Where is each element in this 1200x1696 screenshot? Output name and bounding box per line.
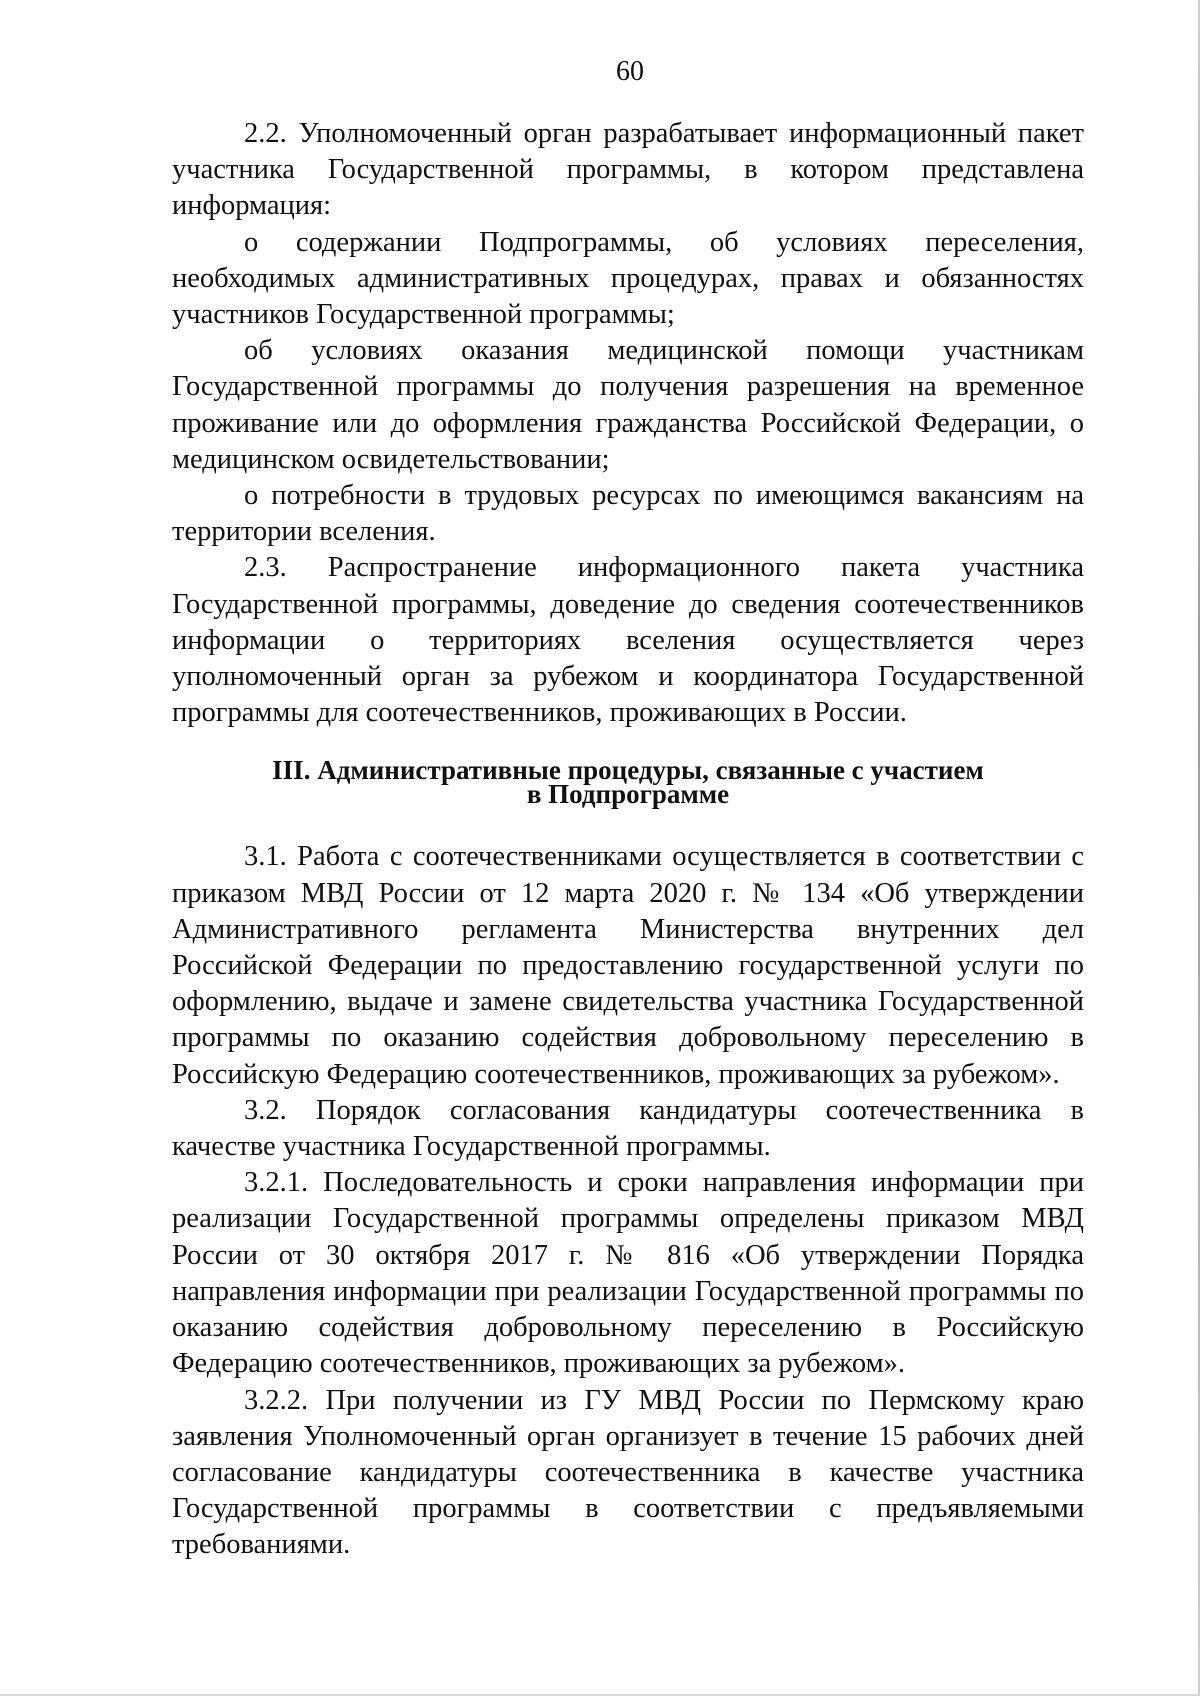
paragraph-medical-care: об условиях оказания медицинской помощи участникам Государственной программы до получения разрешения на временное проживание или до оформления гражданства Российской Федерации, о медицинском освидетельствовании; xyxy=(172,335,1084,475)
paragraph-2-2: 2.2. Уполномоченный орган разрабатывает информационный пакет участника Государственной программы, в котором представлена информация: xyxy=(172,118,1084,222)
section-heading-line-2: в Подпрограмме xyxy=(526,779,730,810)
paragraph-3-1: 3.1. Работа с соотечественниками осуществляется в соответствии с приказом МВД России от 12 марта 2020 г. № 134 «Об утверждении Административного регламента Министерства внутренних дел Российской Федерации по предоставлению государственной услуги по оформлению, выдаче и замене свидетельства участника Государственной программы по оказанию содействия добровольному переселению в Российскую Федерацию соотечественников, проживающих за рубежом». xyxy=(172,841,1084,1090)
paragraph-2-3: 2.3. Распространение информационного пакета участника Государственной программы, доведение до сведения соотечественников информации о территориях вселения осуществляется через уполномоченный орган за рубежом и координатора Государственной программы для соотечественников, проживающих в России. xyxy=(172,552,1084,729)
paragraph-3-2-1: 3.2.1. Последовательность и сроки направления информации при реализации Государственной программы определены приказом МВД России от 30 октября 2017 г. № 816 «Об утверждении Порядка направления информации при реализации Государственной программы по оказанию содействия добровольному переселению в Российскую Федерацию соотечественников, проживающих за рубежом». xyxy=(172,1167,1084,1380)
document-body xyxy=(172,116,1084,1564)
paragraph-labor-needs: о потребности в трудовых ресурсах по имеющимся вакансиям на территории вселения. xyxy=(172,480,1084,548)
section-heading xyxy=(172,755,1084,810)
paragraph-3-2: 3.2. Порядок согласования кандидатуры соотечественника в качестве участника Государственной программы. xyxy=(172,1094,1084,1163)
paragraph-subprogram-content: о содержании Подпрограммы, об условиях переселения, необходимых административных процедурах, правах и обязанностях участников Государственной программы; xyxy=(172,226,1084,331)
paragraph-3-2-2: 3.2.2. При получении из ГУ МВД России по Пермскому краю заявления Уполномоченный орган организует в течение 15 рабочих дней согласование кандидатуры соотечественника в качестве участника Государственной программы в соответствии с предъявляемыми требованиями. xyxy=(172,1384,1084,1561)
page-number: 60 xyxy=(616,56,644,87)
section-heading-line-1: III. Административные процедуры, связанные с участием xyxy=(272,755,984,786)
